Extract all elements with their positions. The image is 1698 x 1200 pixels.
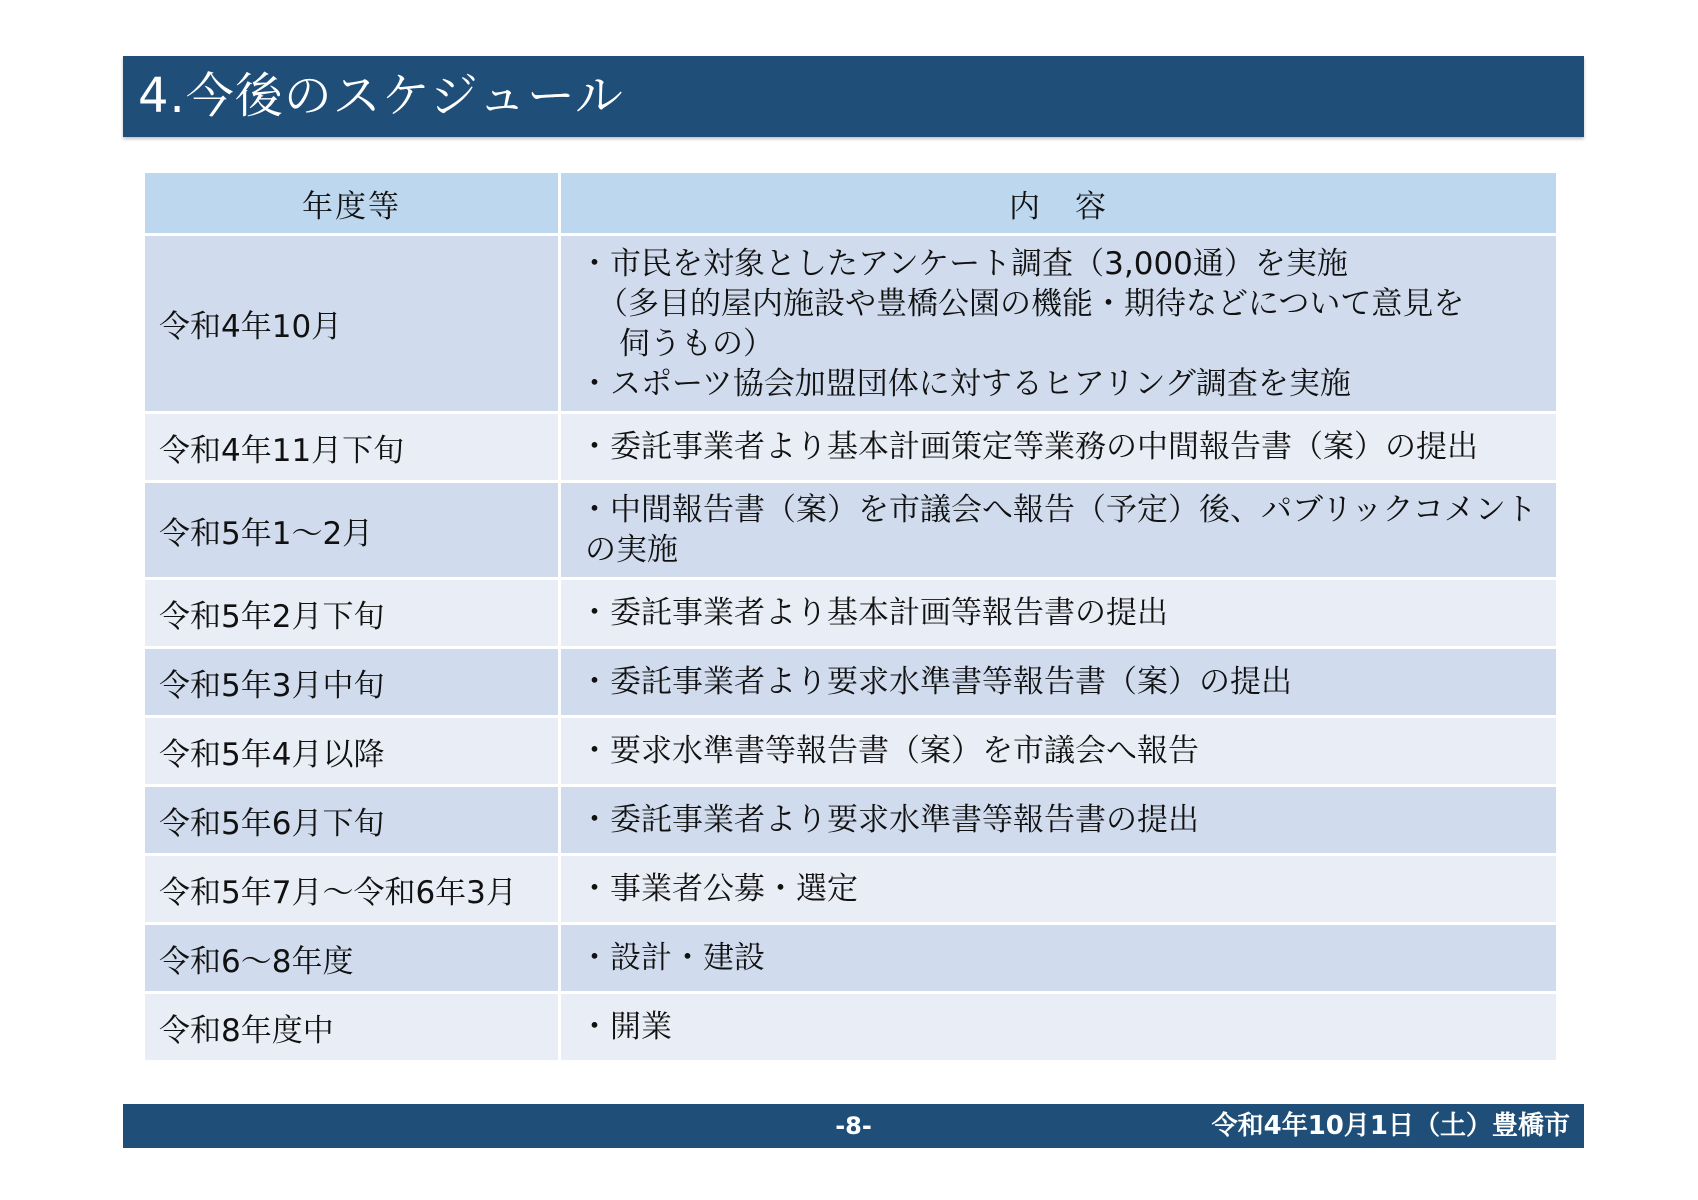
table-row (144, 786, 1558, 855)
content-cell (560, 924, 1558, 993)
period-cell: 令和8年度中 (144, 993, 560, 1062)
content-line: ・スポーツ協会加盟団体に対するヒアリング調査を実施 (579, 365, 1351, 402)
content-line: ・委託事業者より基本計画策定等業務の中間報告書（案）の提出 (579, 429, 1478, 465)
content-line: の実施 (585, 532, 678, 568)
period-cell: 令和5年1～2月 (144, 482, 560, 579)
content-line: ・事業者公募・選定 (579, 871, 858, 907)
period-cell: 令和5年7月～令和6年3月 (144, 855, 560, 924)
content-cell (560, 648, 1558, 717)
content-line: ・委託事業者より要求水準書等報告書（案）の提出 (579, 664, 1292, 700)
table-row (144, 579, 1558, 648)
period-cell: 令和5年3月中旬 (144, 648, 560, 717)
content-line: ・要求水準書等報告書（案）を市議会へ報告 (579, 733, 1199, 769)
table-row (144, 482, 1558, 579)
content-line: ・委託事業者より基本計画等報告書の提出 (579, 595, 1168, 631)
content-line: ・中間報告書（案）を市議会へ報告（予定）後、パブリックコメント (579, 492, 1537, 528)
footer-bar (123, 1104, 1584, 1148)
content-cell (560, 786, 1558, 855)
content-cell (560, 717, 1558, 786)
content-cell (560, 482, 1558, 579)
period-cell: 令和4年10月 (144, 235, 560, 413)
schedule-table (142, 170, 1559, 1063)
column-header-period: 年度等 (144, 172, 560, 235)
period-cell: 令和6～8年度 (144, 924, 560, 993)
content-line: 伺うもの） (619, 325, 774, 362)
content-cell (560, 855, 1558, 924)
title-bar (123, 56, 1584, 137)
table-row (144, 235, 1558, 413)
footer-date-organization: 令和4年10月1日（土）豊橋市 (1211, 1111, 1570, 1141)
table-row (144, 924, 1558, 993)
period-cell: 令和5年4月以降 (144, 717, 560, 786)
table-row (144, 413, 1558, 482)
content-cell (560, 579, 1558, 648)
column-header-content: 内 容 (560, 172, 1558, 235)
content-cell (560, 413, 1558, 482)
content-line: ・委託事業者より要求水準書等報告書の提出 (579, 802, 1199, 838)
page-number: -8- (835, 1112, 872, 1140)
content-cell (560, 235, 1558, 413)
content-cell (560, 993, 1558, 1062)
content-line: （多目的屋内施設や豊橋公園の機能・期待などについて意見を (597, 285, 1465, 322)
table-row (144, 648, 1558, 717)
page-title: 4.今後のスケジュール (138, 68, 624, 124)
content-line: ・開業 (579, 1009, 672, 1045)
table-row (144, 855, 1558, 924)
table-header-row (144, 172, 1558, 235)
content-line: ・設計・建設 (579, 940, 765, 976)
period-cell: 令和4年11月下旬 (144, 413, 560, 482)
period-cell: 令和5年6月下旬 (144, 786, 560, 855)
table-row (144, 993, 1558, 1062)
period-cell: 令和5年2月下旬 (144, 579, 560, 648)
content-line: ・市民を対象としたアンケート調査（3,000通）を実施 (579, 245, 1348, 282)
table-row (144, 717, 1558, 786)
